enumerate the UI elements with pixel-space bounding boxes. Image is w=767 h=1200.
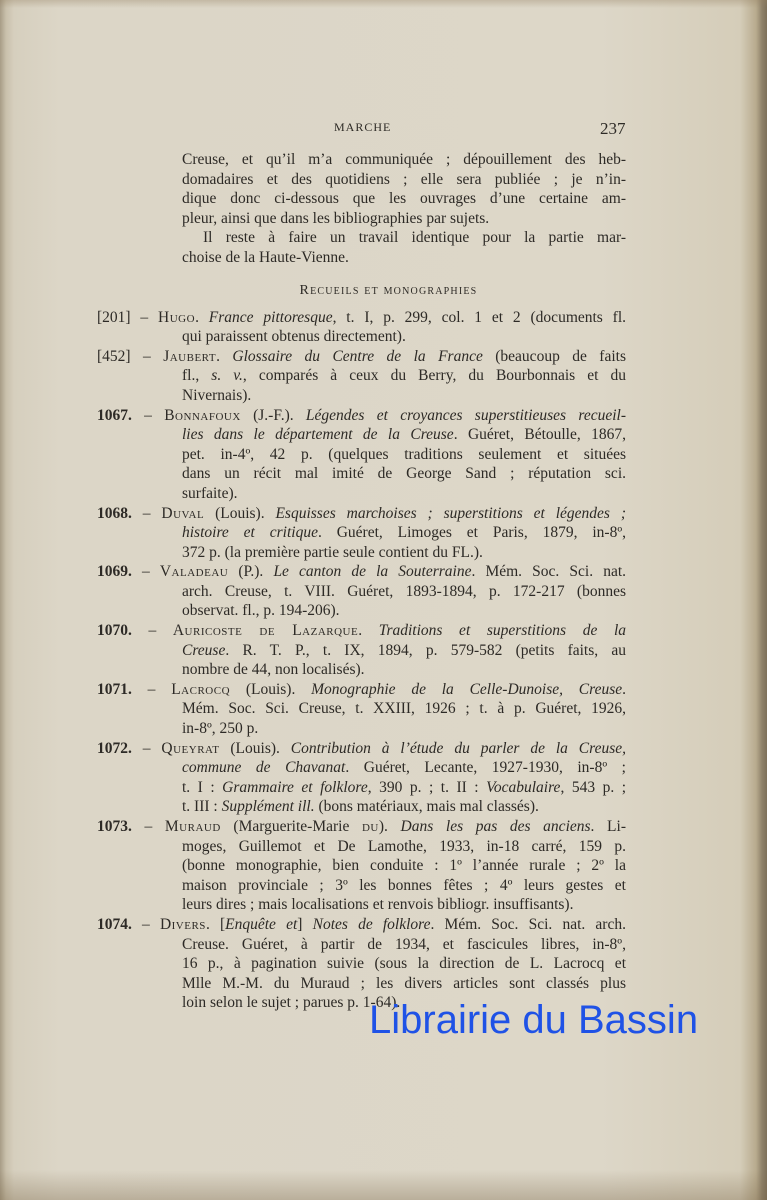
text-line	[0, 406, 767, 426]
text-segment: –	[130, 308, 159, 326]
text-line	[0, 209, 767, 229]
text-segment: . Guéret, Lecante, 1927-1930, in-8º ;	[345, 759, 626, 777]
page-number: 237	[600, 119, 626, 138]
work-title: Glossaire du Centre de la France	[232, 347, 483, 365]
text-line	[0, 484, 767, 504]
text-line	[0, 445, 767, 465]
line-content	[182, 895, 626, 915]
line-content	[182, 425, 626, 445]
running-header: MARCHE	[334, 120, 392, 134]
text-line	[0, 837, 767, 857]
text-line	[0, 425, 767, 445]
text-line	[0, 739, 767, 759]
text-line	[0, 582, 767, 602]
text-line	[0, 856, 767, 876]
text-line	[0, 170, 767, 190]
text-segment: 372 p. (la première partie seule contient du FL.).	[182, 543, 483, 561]
text-line	[0, 347, 767, 367]
line-content	[182, 601, 626, 621]
text-segment: (Louis).	[230, 680, 312, 698]
work-title: lies dans le département de la Creuse	[182, 426, 454, 444]
text-segment: moges, Guillemot et De Lamothe, 1933, in-18 carré, 159 p.	[182, 837, 626, 855]
watermark: Librairie du Bassin	[369, 998, 699, 1042]
text-segment: ]	[297, 915, 313, 933]
text-segment: Creuse, et qu’il m’a communiquée ; dépouillement des heb-	[182, 151, 626, 168]
text-segment: (P.).	[228, 563, 274, 581]
text-segment: , t. I, p. 299, col. 1 et 2 (documents fl.	[332, 308, 626, 326]
line-content	[182, 758, 626, 778]
line-content	[97, 347, 626, 367]
text-line	[0, 699, 767, 719]
work-title: Esquisses marchoises ; superstitions et légendes ;	[275, 504, 626, 522]
text-line	[0, 621, 767, 641]
line-content	[182, 974, 626, 994]
text-line	[0, 797, 767, 817]
text-segment: qui paraissent obtenus directement).	[182, 328, 406, 346]
text-line	[0, 308, 767, 328]
work-title: Dans les pas des anciens	[400, 818, 591, 835]
work-title: s. v.	[211, 367, 243, 385]
text-segment: –	[131, 739, 162, 757]
text-segment: Il reste à faire un travail identique pour la partie mar-	[203, 229, 626, 247]
line-content	[182, 248, 626, 268]
line-content	[182, 954, 626, 974]
line-content	[97, 504, 626, 524]
text-segment: . Guéret, Bétoulle, 1867,	[453, 426, 626, 444]
work-title: Enquête et	[225, 915, 298, 933]
work-title: Le canton de la Souterraine	[273, 563, 472, 581]
line-content	[182, 327, 626, 347]
text-segment: (beaucoup de faits	[482, 347, 626, 365]
text-segment: dans un récit mal imité de George Sand ; réputation sci.	[182, 465, 626, 483]
text-segment: dique donc ci-dessous que les ouvrages d’une certaine am-	[182, 190, 626, 208]
entry-number: 1074.	[97, 915, 132, 933]
author-name: Muraud	[164, 818, 221, 835]
line-content	[182, 386, 626, 406]
text-segment: , 390 p. ; t. II :	[367, 778, 487, 796]
text-line	[0, 248, 767, 268]
text-segment: 16 p., à pagination suivie (sous la direction de L. Lacrocq et	[182, 955, 626, 973]
author-name: du	[361, 818, 379, 835]
line-content	[182, 856, 626, 876]
text-segment: Mém. Soc. Sci. Creuse, t. XXIII, 1926 ; t. à p. Guéret, 1926,	[182, 700, 626, 718]
line-content	[97, 406, 626, 426]
work-title: Traditions et superstitions de la	[378, 622, 626, 640]
text-line	[0, 876, 767, 896]
text-segment: pleur, ainsi que dans les bibliographies par sujets.	[182, 209, 490, 227]
text-segment: domadaires et des quotidiens ; elle sera publiée ; je n’in-	[182, 170, 626, 188]
work-title: Notes de folklore	[312, 915, 431, 933]
line-content	[97, 915, 626, 935]
line-content	[182, 719, 626, 739]
text-line	[0, 719, 767, 739]
work-title: histoire et critique	[182, 524, 318, 542]
text-segment: –	[131, 406, 165, 424]
text-segment: .	[622, 680, 626, 698]
line-content	[97, 739, 626, 759]
line-content	[182, 641, 626, 661]
line-content	[182, 660, 626, 680]
work-title: Grammaire et folklore	[222, 778, 368, 796]
entry-number: 1068.	[97, 504, 132, 522]
author-name: Duval	[161, 504, 205, 522]
text-line	[0, 758, 767, 778]
line-content	[182, 366, 626, 386]
line-content	[182, 484, 626, 504]
text-line	[0, 562, 767, 582]
line-content	[97, 817, 626, 837]
entry-number: [201]	[97, 308, 131, 326]
author-name: Bonnafoux	[164, 406, 241, 424]
text-segment: .	[358, 622, 379, 640]
work-title: Supplément ill.	[221, 798, 315, 816]
entry-number: 1071.	[97, 680, 132, 698]
text-segment: –	[131, 563, 160, 581]
page-body	[0, 150, 767, 1013]
text-line	[0, 150, 767, 170]
author-name: Lacrocq	[171, 680, 231, 698]
line-content	[97, 680, 626, 700]
text-segment: (Marguerite-Marie	[220, 818, 362, 835]
line-content	[182, 699, 626, 719]
entry-number: 1070.	[97, 622, 132, 640]
line-content	[182, 209, 626, 229]
line-content	[182, 935, 626, 955]
author-name: Queyrat	[161, 739, 220, 757]
text-segment: . Guéret, Limoges et Paris, 1879, in-8º,	[317, 524, 626, 542]
line-content	[182, 876, 626, 896]
text-segment: ).	[378, 818, 401, 835]
author-name: Auricoste de Lazarque	[172, 622, 359, 640]
text-segment: t. I :	[182, 778, 223, 796]
work-title: Légendes et croyances superstitieuses recueil-	[305, 406, 626, 424]
line-content	[182, 170, 626, 190]
line-content	[182, 523, 626, 543]
text-line	[0, 543, 767, 563]
text-segment: nombre de 44, non localisés).	[182, 661, 365, 679]
text-segment: pet. in-4º, 42 p. (quelques traditions seulement et situées	[182, 445, 626, 463]
text-line	[0, 660, 767, 680]
section-heading: Recueils et monographies	[299, 282, 478, 298]
line-content	[182, 582, 626, 602]
text-line	[0, 817, 767, 837]
work-title: France pittoresque	[208, 308, 333, 326]
text-line	[0, 504, 767, 524]
line-content	[182, 189, 626, 209]
line-content	[182, 464, 626, 484]
text-segment: arch. Creuse, t. VIII. Guéret, 1893-1894, p. 172-217 (bonnes	[182, 582, 626, 600]
text-line	[0, 601, 767, 621]
text-segment: Mlle M.-M. du Muraud ; les divers articles sont classés plus	[182, 974, 626, 992]
text-segment: (bons matériaux, mais mal classés).	[314, 798, 539, 816]
text-segment: –	[131, 504, 162, 522]
text-segment: .	[195, 308, 209, 326]
text-segment: –	[131, 622, 173, 640]
text-line	[0, 935, 767, 955]
text-segment: Nivernais).	[182, 386, 252, 404]
entry-number: 1072.	[97, 739, 132, 757]
text-line	[0, 778, 767, 798]
text-line	[0, 386, 767, 406]
author-name: Jaubert	[163, 347, 217, 365]
author-name: Hugo	[158, 308, 196, 326]
author-name: Divers	[159, 915, 206, 933]
line-content	[182, 797, 626, 817]
work-title: Vocabulaire	[486, 778, 561, 796]
line-content	[203, 228, 626, 248]
text-segment: . [	[205, 915, 226, 933]
text-segment: –	[130, 347, 164, 365]
text-line	[0, 641, 767, 661]
text-segment: leurs dires ; mais localisations et renvois bibliogr. insuffisants).	[182, 896, 574, 914]
text-segment: .	[216, 347, 233, 365]
line-content	[97, 308, 626, 328]
text-line	[0, 228, 767, 248]
text-segment: observat. fl., p. 194-206).	[182, 602, 340, 620]
text-segment: (Louis).	[219, 739, 291, 757]
work-title: Contribution à l’étude du parler de la Creuse,	[290, 739, 626, 757]
text-segment: , 543 p. ;	[560, 778, 626, 796]
text-segment: in-8º, 250 p.	[182, 720, 259, 738]
text-line	[0, 366, 767, 386]
line-content	[97, 562, 626, 582]
work-title: Monographie de la Celle-Dunoise, Creuse	[311, 680, 623, 698]
line-content	[182, 778, 626, 798]
text-segment: , comparés à ceux du Berry, du Bourbonnais et du	[242, 367, 626, 385]
text-segment: (J.-F.).	[240, 406, 306, 424]
text-line	[0, 680, 767, 700]
author-name: Valadeau	[159, 563, 229, 581]
entry-number: [452]	[97, 347, 131, 365]
text-segment: t. III :	[182, 798, 222, 816]
text-segment: Creuse. Guéret, à partir de 1934, et fascicules libres, in-8º,	[182, 935, 626, 953]
entry-number: 1067.	[97, 406, 132, 424]
page-top-shadow	[0, 0, 767, 8]
work-title: Creuse	[182, 641, 226, 659]
text-line	[0, 327, 767, 347]
text-segment: fl.,	[182, 367, 212, 385]
text-line	[0, 954, 767, 974]
entry-number: 1073.	[97, 818, 132, 835]
text-segment: choise de la Haute-Vienne.	[182, 248, 349, 266]
text-segment: . Mém. Soc. Sci. nat. arch.	[430, 915, 626, 933]
text-segment: –	[131, 818, 165, 835]
text-line	[0, 915, 767, 935]
text-line	[0, 523, 767, 543]
line-content	[97, 621, 626, 641]
line-content	[182, 445, 626, 465]
text-segment: (bonne monographie, bien conduite : 1º l’année rurale ; 2º la	[182, 857, 626, 875]
text-line	[0, 974, 767, 994]
line-content	[182, 150, 626, 170]
text-segment: (Louis).	[204, 504, 276, 522]
line-content	[182, 543, 626, 563]
text-segment: surfaite).	[182, 484, 238, 502]
page-bottom-shadow	[0, 1170, 767, 1200]
text-segment: maison provinciale ; 3º les bonnes fêtes ; 4º leurs gestes et	[182, 876, 626, 894]
text-segment: loin selon le sujet ; parues p. 1-64).	[182, 994, 401, 1012]
text-segment: . R. T. P., t. IX, 1894, p. 579-582 (petits faits, au	[225, 641, 626, 659]
text-line	[0, 895, 767, 915]
entry-number: 1069.	[97, 563, 132, 581]
text-segment: –	[131, 915, 160, 933]
line-content	[182, 837, 626, 857]
text-line	[0, 464, 767, 484]
text-segment: . Li-	[590, 818, 626, 835]
text-segment: . Mém. Soc. Sci. nat.	[471, 563, 626, 581]
text-segment: –	[131, 680, 172, 698]
text-line	[0, 189, 767, 209]
work-title: commune de Chavanat	[182, 759, 346, 777]
